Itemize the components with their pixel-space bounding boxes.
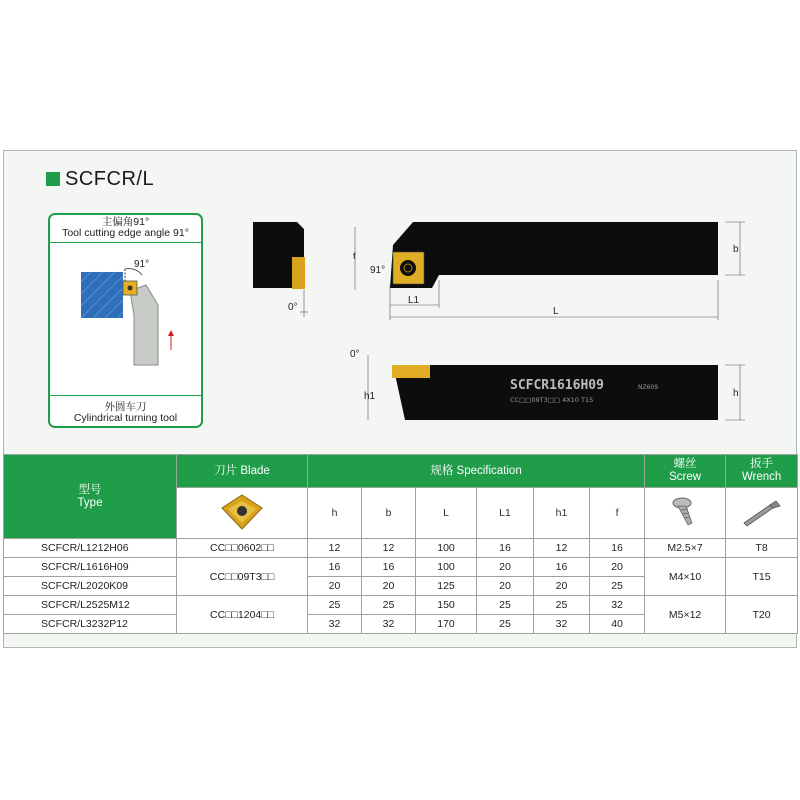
cell-f: 16 xyxy=(590,539,645,558)
product-title xyxy=(46,168,154,191)
cell-h: 16 xyxy=(308,558,362,577)
cell-b: 25 xyxy=(362,596,416,615)
tool-caption-en: Cylindrical turning tool xyxy=(73,412,178,424)
dim-f-label: f xyxy=(353,251,356,261)
screw-image-cell xyxy=(645,488,726,539)
cell-L1: 25 xyxy=(477,596,534,615)
side-view-angle-label: 0° xyxy=(350,349,360,360)
shank-engraving-small: CC□□09T3□□ 4X10 T15 xyxy=(510,396,594,404)
col-L: L xyxy=(416,488,477,539)
cell-L1: 20 xyxy=(477,577,534,596)
dim-b-label: b xyxy=(733,244,739,255)
end-view-angle-label: 0° xyxy=(288,302,298,313)
angle-caption-en: Tool cutting edge angle 91° xyxy=(62,227,189,239)
cell-L: 170 xyxy=(416,615,477,634)
header-screw-en: Screw xyxy=(669,471,702,483)
row-wrench: T8 xyxy=(726,539,798,558)
cell-L: 150 xyxy=(416,596,477,615)
cell-h1: 16 xyxy=(534,558,590,577)
row-type: SCFCR/L2020K09 xyxy=(4,577,177,596)
cell-h: 12 xyxy=(308,539,362,558)
feed-arrow-icon xyxy=(168,330,174,336)
angle-label-91: 91° xyxy=(134,259,150,270)
row-screw: M5×12 xyxy=(645,596,726,634)
table-row xyxy=(4,539,798,558)
cell-f: 25 xyxy=(590,577,645,596)
col-h1: h1 xyxy=(534,488,590,539)
row-type: SCFCR/L2525M12 xyxy=(4,596,177,615)
cell-h1: 20 xyxy=(534,577,590,596)
shank-engraving-code: NZ609 xyxy=(638,384,659,391)
cutting-angle-box xyxy=(48,213,203,428)
col-b: b xyxy=(362,488,416,539)
cell-h1: 32 xyxy=(534,615,590,634)
header-wrench-en: Wrench xyxy=(741,471,782,483)
row-type: SCFCR/L1616H09 xyxy=(4,558,177,577)
col-h: h xyxy=(308,488,362,539)
wrench-icon xyxy=(740,497,784,527)
shank-engraving: SCFCR1616H09 xyxy=(510,378,604,393)
cell-f: 20 xyxy=(590,558,645,577)
row-type: SCFCR/L1212H06 xyxy=(4,539,177,558)
cell-L1: 16 xyxy=(477,539,534,558)
angle-box-divider-top xyxy=(50,242,201,243)
angle-caption xyxy=(50,217,201,239)
header-screw-zh: 螺丝 xyxy=(673,458,697,470)
header-blade: 刀片 Blade xyxy=(177,455,308,488)
header-wrench xyxy=(726,455,798,488)
dim-L-label: L xyxy=(553,306,559,317)
tool-shank-shape xyxy=(130,285,158,365)
col-f: f xyxy=(590,488,645,539)
cell-h: 25 xyxy=(308,596,362,615)
header-screw xyxy=(645,455,726,488)
row-wrench: T20 xyxy=(726,596,798,634)
angle-caption-zh: 主偏角91° xyxy=(101,216,150,228)
row-wrench: T15 xyxy=(726,558,798,596)
cell-L: 100 xyxy=(416,558,477,577)
top-view-screw-head xyxy=(400,260,416,276)
tool-caption xyxy=(50,402,201,424)
dim-h-label: h xyxy=(733,388,739,399)
cell-L: 125 xyxy=(416,577,477,596)
cutting-angle-diagram xyxy=(50,245,201,395)
cell-b: 16 xyxy=(362,558,416,577)
row-screw: M4×10 xyxy=(645,558,726,596)
cell-h: 20 xyxy=(308,577,362,596)
dim-h1-label: h1 xyxy=(364,391,376,402)
end-view-relief xyxy=(297,222,304,257)
header-type-zh: 型号 xyxy=(78,483,102,496)
side-view-insert xyxy=(392,365,430,378)
col-L1: L1 xyxy=(477,488,534,539)
header-type-en: Type xyxy=(77,496,103,509)
screw-icon xyxy=(670,495,700,529)
row-type: SCFCR/L3232P12 xyxy=(4,615,177,634)
cell-b: 20 xyxy=(362,577,416,596)
cell-h: 32 xyxy=(308,615,362,634)
cell-f: 40 xyxy=(590,615,645,634)
table-row xyxy=(4,558,798,577)
header-type xyxy=(4,455,177,539)
title-text: SCFCR/L xyxy=(65,168,155,190)
angle-box-divider-bottom xyxy=(50,395,201,396)
row-blade: CC□□09T3□□ xyxy=(177,558,308,596)
cell-L: 100 xyxy=(416,539,477,558)
blade-image-cell xyxy=(177,488,308,539)
header-spec: 规格 Specification xyxy=(308,455,645,488)
tool-caption-zh: 外圆车刀 xyxy=(104,401,147,413)
wrench-image-cell xyxy=(726,488,798,539)
cell-b: 32 xyxy=(362,615,416,634)
spec-table xyxy=(3,454,798,634)
cell-L1: 25 xyxy=(477,615,534,634)
row-blade: CC□□0602□□ xyxy=(177,539,308,558)
insert-icon xyxy=(217,492,267,532)
title-marker-icon xyxy=(46,172,60,186)
end-view-shape xyxy=(253,222,297,288)
dim-L1-label: L1 xyxy=(408,295,420,306)
cell-h1: 12 xyxy=(534,539,590,558)
cell-h1: 25 xyxy=(534,596,590,615)
insert-hole xyxy=(128,286,133,291)
header-row xyxy=(4,455,798,488)
top-view-shape xyxy=(390,222,718,288)
header-wrench-zh: 扳手 xyxy=(750,458,774,470)
cell-f: 32 xyxy=(590,596,645,615)
row-screw: M2.5×7 xyxy=(645,539,726,558)
table-row xyxy=(4,596,798,615)
row-blade: CC□□1204□□ xyxy=(177,596,308,634)
cell-b: 12 xyxy=(362,539,416,558)
tool-holder-drawing xyxy=(240,205,760,430)
end-view-insert xyxy=(292,257,305,289)
top-view-angle-label: 91° xyxy=(370,265,386,276)
cell-L1: 20 xyxy=(477,558,534,577)
